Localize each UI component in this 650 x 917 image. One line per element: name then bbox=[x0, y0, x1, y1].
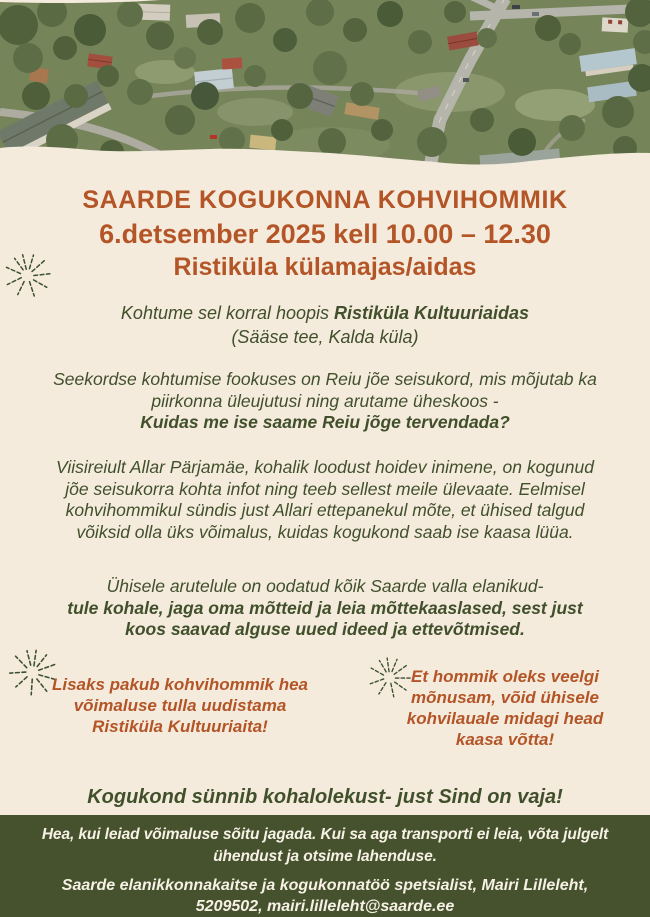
left-note-line: võimaluse tulla uudistama bbox=[73, 696, 287, 715]
invite-paragraph bbox=[0, 576, 650, 641]
footer bbox=[0, 815, 650, 917]
right-note-line: kaasa võtta! bbox=[455, 730, 555, 749]
focus-question: Kuidas me ise saame Reiu jõge tervendada? bbox=[140, 412, 510, 432]
about-paragraph bbox=[0, 457, 650, 543]
event-title bbox=[0, 184, 650, 284]
left-note bbox=[45, 674, 315, 737]
intro-prefix: Kohtume sel korral hoopis bbox=[120, 303, 335, 323]
intro-venue: Ristiküla Kultuuriaidas bbox=[334, 303, 530, 323]
right-note-line: kohvilauale midagi head bbox=[406, 709, 604, 728]
about-line: jõe seisukorra kohta infot ning teeb sellest meile ülevaate. Eelmisel bbox=[65, 478, 585, 499]
footer-contact-name: Saarde elanikkonnakaitse ja kogukonnatöö spetsialist, Mairi Lilleleht, bbox=[61, 877, 589, 894]
event-datetime: 6.detsember 2025 kell 10.00 – 12.30 bbox=[99, 219, 551, 249]
event-location: Ristiküla külamajas/aidas bbox=[173, 253, 477, 281]
footer-transport-text bbox=[0, 824, 650, 868]
right-note-line: mõnusam, võid ühisele bbox=[411, 688, 599, 707]
footer-contact-phone-email: 5209502, mairi.lilleleht@saarde.ee bbox=[195, 898, 455, 915]
focus-line: piirkonna üleujutusi ning arutame üheskoos - bbox=[151, 390, 499, 411]
about-line: võiksid olla üks võimalus, kuidas kogukond saab ise kaasa lüüa. bbox=[76, 521, 574, 542]
highlight-line: Kogukond sünnib kohalolekust- just Sind on vaja! bbox=[87, 786, 563, 808]
about-line: kohvihommikul sündis just Allari ettepanekul mõte, et ühised talgud bbox=[65, 500, 585, 520]
footer-line: Hea, kui leiad võimaluse sõitu jagada. Kui sa aga transporti ei leia, võta julgelt bbox=[41, 826, 609, 843]
invite-line: Ühisele arutelule on oodatud kõik Saarde valla elanikud- bbox=[106, 576, 544, 596]
footer-contact-text bbox=[0, 875, 650, 917]
right-note bbox=[385, 666, 625, 750]
focus-paragraph bbox=[0, 369, 650, 434]
invite-line-bold: koos saavad alguse uued ideed ja ettevõtmised. bbox=[125, 619, 525, 639]
footer-line: ühendust ja otsime lahenduse. bbox=[213, 848, 437, 865]
event-name: SAARDE KOGUKONNA KOHVIHOMMIK bbox=[82, 186, 568, 214]
left-note-line: Lisaks pakub kohvihommik hea bbox=[51, 675, 309, 694]
right-note-line: Et hommik oleks veelgi bbox=[410, 667, 599, 686]
highlight-text bbox=[0, 786, 650, 809]
village-aerial-photo bbox=[0, 0, 650, 176]
invite-line-bold: tule kohale, jaga oma mõtteid ja leia mõttekaaslased, sest just bbox=[67, 597, 583, 618]
about-line: Viisireiult Allar Pärjamäe, kohalik loodust hoidev inimene, on kogunud bbox=[56, 457, 594, 477]
left-note-line: Ristiküla Kultuuriaita! bbox=[92, 717, 268, 736]
intro-address: (Sääse tee, Kalda küla) bbox=[231, 327, 419, 347]
focus-line: Seekordse kohtumise fookuses on Reiu jõe seisukord, mis mõjutab ka bbox=[53, 369, 597, 389]
intro-text bbox=[0, 301, 650, 349]
